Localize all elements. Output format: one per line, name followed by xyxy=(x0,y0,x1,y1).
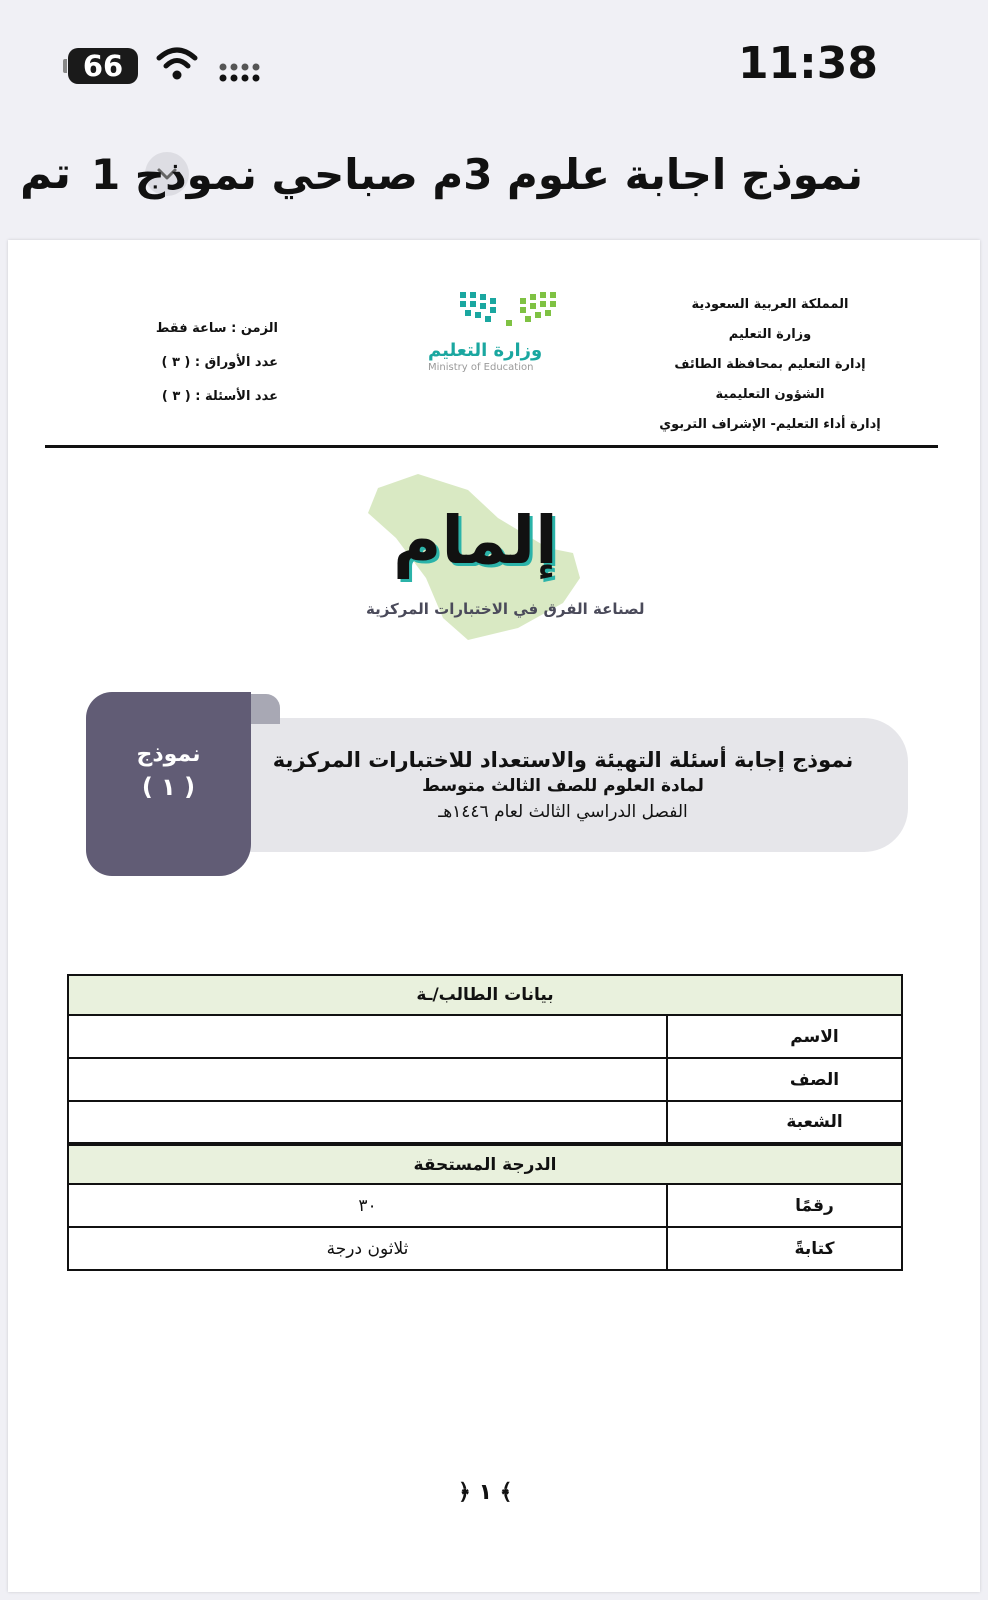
document-page xyxy=(8,240,980,1592)
model-badge xyxy=(86,692,251,876)
table-row xyxy=(68,1184,902,1227)
table-header-row xyxy=(68,975,902,1015)
wifi-icon xyxy=(155,44,199,84)
name-field xyxy=(68,1015,667,1058)
row-label: رقمًا xyxy=(667,1184,902,1227)
banner-subject: لمادة العلوم للصف الثالث متوسط xyxy=(422,776,704,796)
header-line: المملكة العربية السعودية xyxy=(691,297,849,312)
table-header-row xyxy=(68,1144,902,1184)
status-bar xyxy=(0,0,988,120)
cellular-signal-icon xyxy=(218,58,268,84)
table-row xyxy=(68,1015,902,1058)
exam-info-line: عدد الأوراق : ( ٣ ) xyxy=(161,355,278,370)
exam-banner-text xyxy=(268,748,858,822)
student-data-header: بيانات الطالب/ـة xyxy=(68,975,902,1015)
grade-words-value: ثلاثون درجة xyxy=(68,1227,667,1270)
document-title: نموذج اجابة علوم 3م صباحي نموذج 1 xyxy=(90,150,863,199)
ministry-name-english: Ministry of Education xyxy=(428,362,534,373)
grade-header: الدرجة المستحقة xyxy=(68,1144,902,1184)
ministry-name-arabic: وزارة التعليم xyxy=(428,340,543,361)
logo-wordmark: إلمام xyxy=(393,502,558,579)
battery-icon: 66 xyxy=(68,48,138,84)
table-row xyxy=(68,1227,902,1270)
banner-term: الفصل الدراسي الثالث لعام ١٤٤٦هـ xyxy=(438,802,688,822)
logo-tagline: لصناعة الفرق في الاختبارات المركزية xyxy=(366,600,645,618)
header-line: إدارة التعليم بمحافظة الطائف xyxy=(674,357,866,372)
row-label: الشعبة xyxy=(667,1101,902,1144)
done-button[interactable]: تم xyxy=(20,148,72,199)
model-badge-number: ( ١ ) xyxy=(141,773,196,801)
section-field xyxy=(68,1101,667,1144)
row-label: كتابةً xyxy=(667,1227,902,1270)
header-line: الشؤون التعليمية xyxy=(715,387,825,402)
header-line: وزارة التعليم xyxy=(728,327,812,342)
exam-info-line: عدد الأسئلة : ( ٣ ) xyxy=(161,389,278,404)
header-exam-info xyxy=(128,312,278,414)
row-label: الصف xyxy=(667,1058,902,1101)
header-divider xyxy=(45,445,938,448)
student-info-table xyxy=(67,974,903,1271)
exam-info-line: الزمن : ساعة فقط xyxy=(155,321,278,336)
page-number: ﴾ ١ ﴿ xyxy=(458,1480,513,1505)
banner-title: نموذج إجابة أسئلة التهيئة والاستعداد للاختبارات المركزية xyxy=(272,748,854,772)
grade-number-value: ٣٠ xyxy=(68,1184,667,1227)
model-badge-label: نموذج xyxy=(136,742,201,767)
title-bar xyxy=(0,130,988,230)
table-row xyxy=(68,1101,902,1144)
table-row xyxy=(68,1058,902,1101)
header-line: إدارة أداء التعليم- الإشراف التربوي xyxy=(659,417,881,432)
clock: 11:38 xyxy=(737,38,878,89)
class-field xyxy=(68,1058,667,1101)
row-label: الاسم xyxy=(667,1015,902,1058)
header-ministry-info xyxy=(650,290,890,440)
